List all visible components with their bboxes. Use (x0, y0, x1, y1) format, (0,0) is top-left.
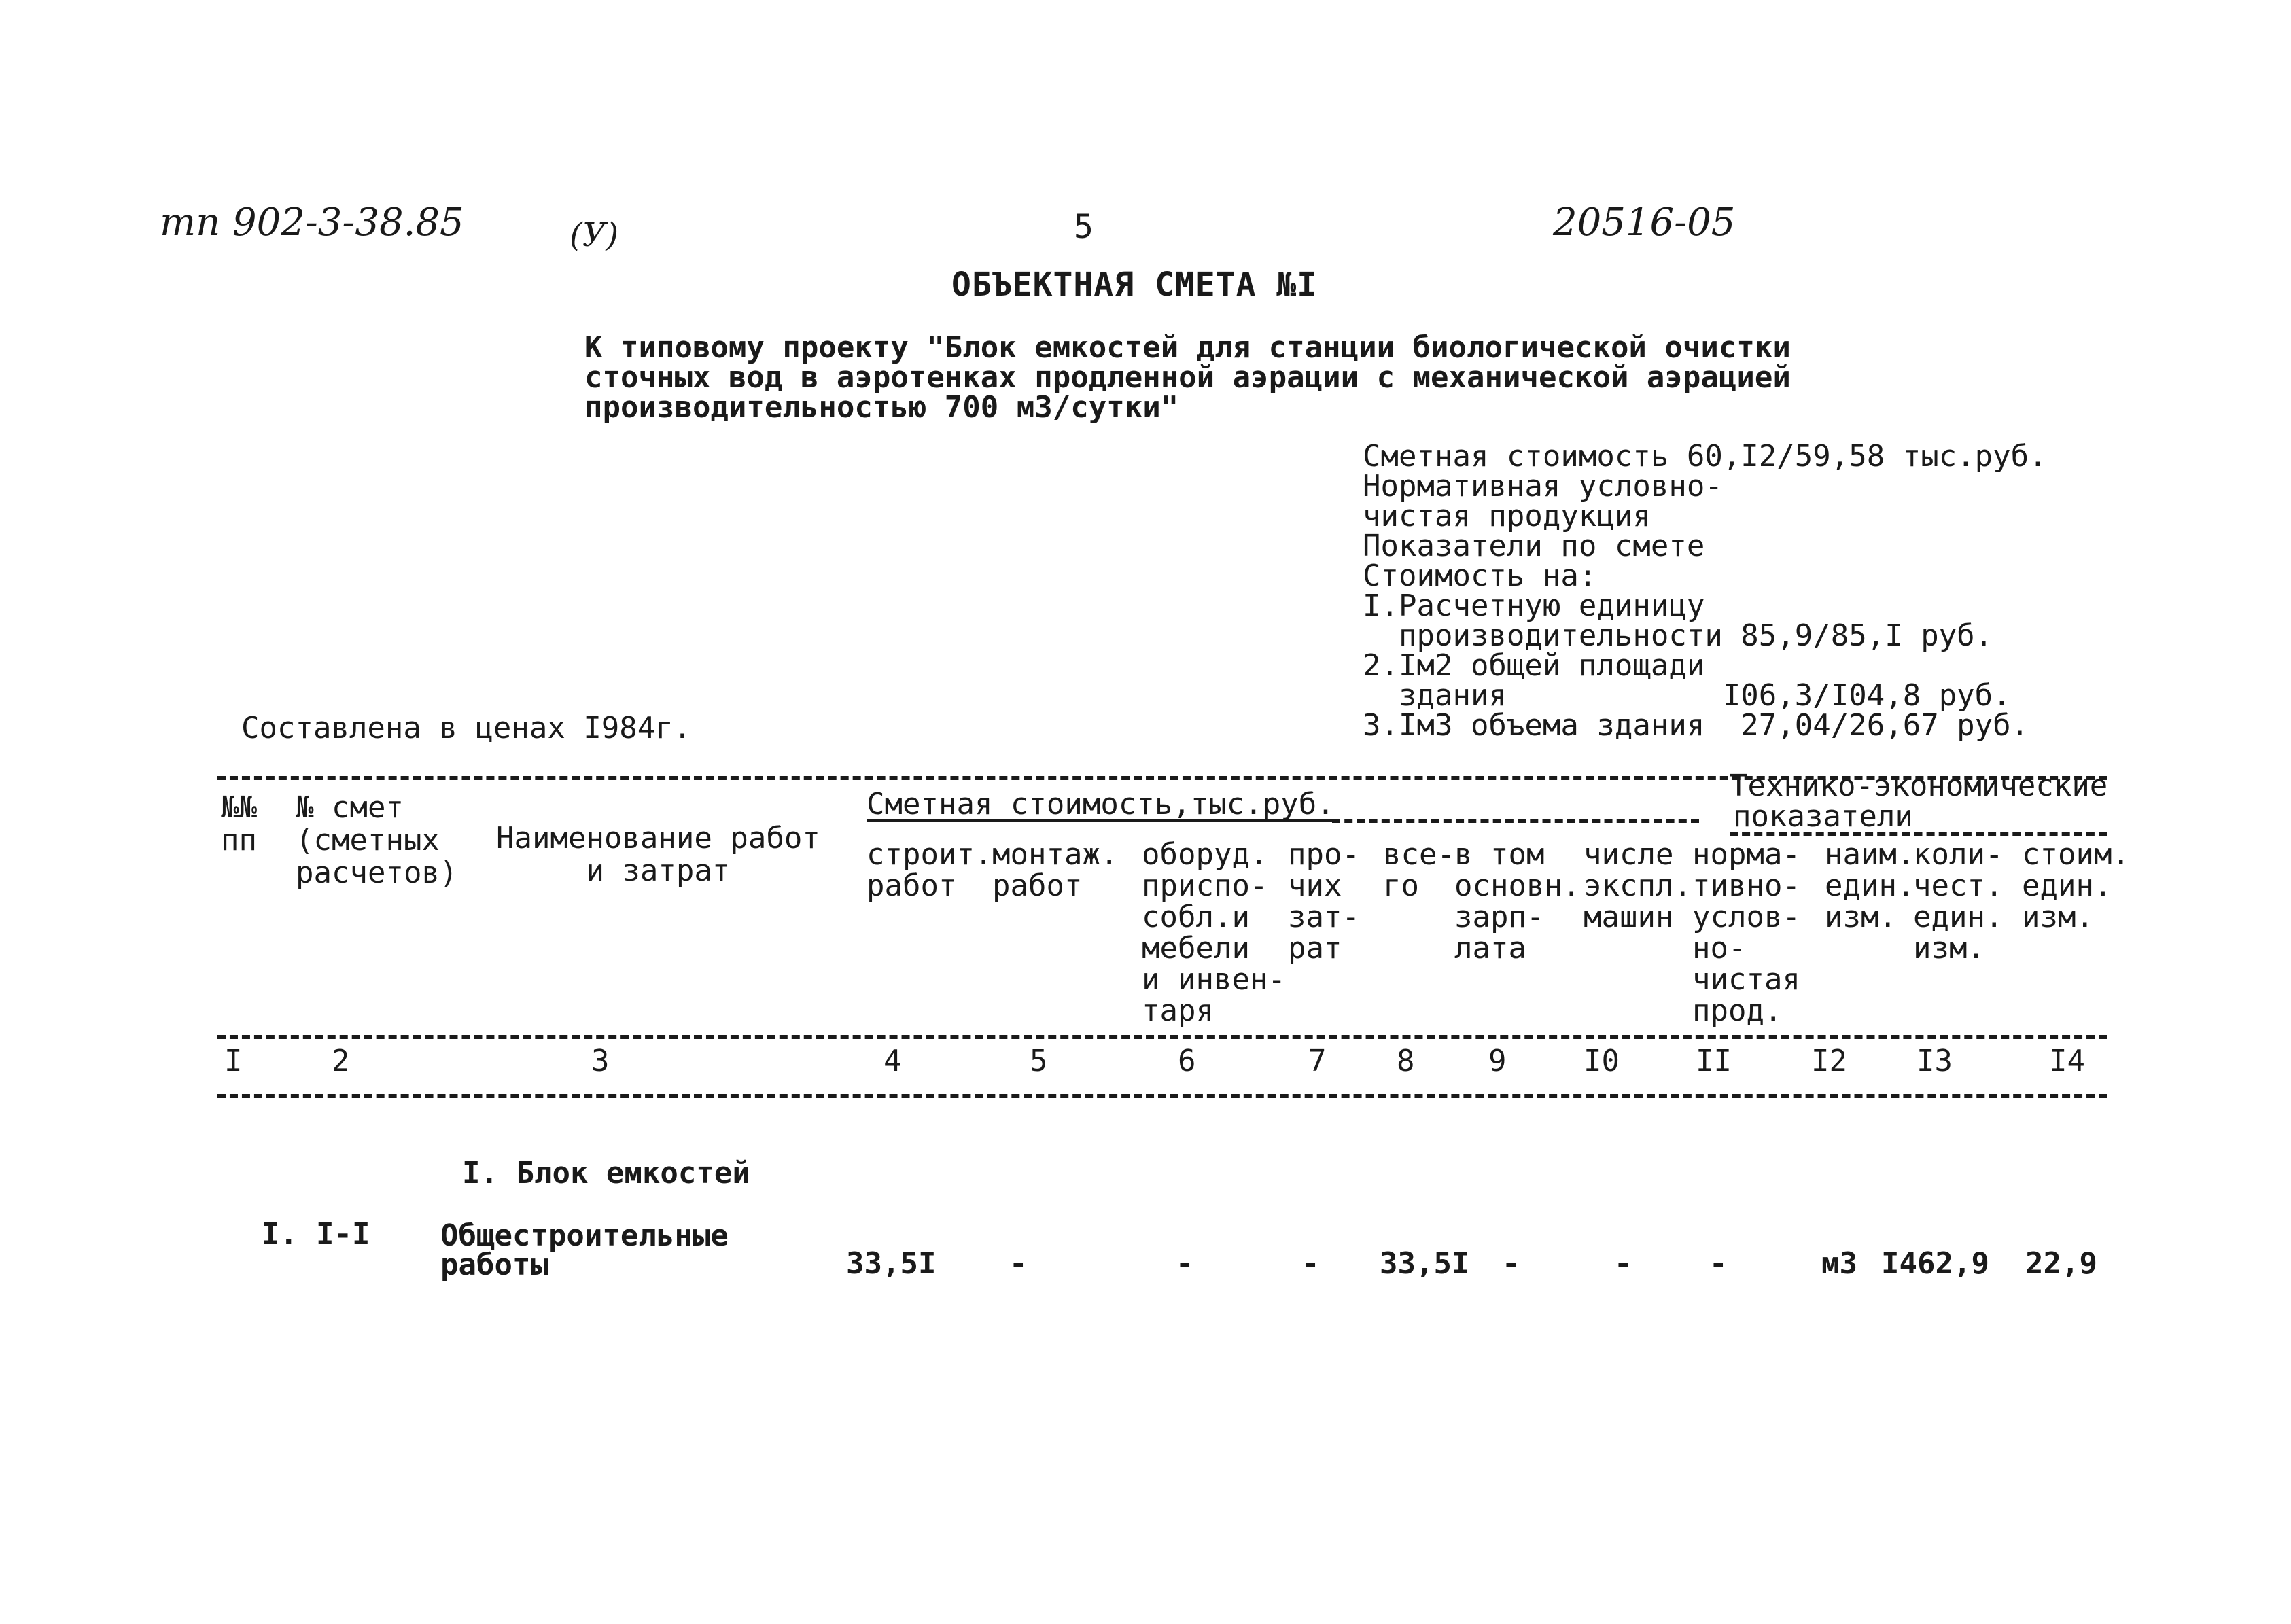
column-number: 4 (884, 1044, 902, 1078)
cost-group-rule (1332, 819, 1699, 823)
tech-group-header-2: показатели (1733, 799, 1913, 834)
subtitle-line: К типовому проекту "Блок емкостей для станции биологической очистки (584, 330, 1791, 365)
subtitle (584, 330, 1791, 425)
row-nup: - (1709, 1246, 1728, 1281)
header-bottom-rule (217, 1035, 2107, 1039)
row-name-line1: Общестроительные (440, 1218, 729, 1253)
col-header-num: №№ пп (221, 790, 257, 858)
column-number: I (224, 1044, 243, 1078)
row-unit-cost: 22,9 (2025, 1246, 2097, 1281)
section-title: I. Блок емкостей (462, 1156, 750, 1190)
column-number: II (1696, 1044, 1732, 1078)
col-header-estimate: № смет (сметных расчетов) (296, 790, 458, 890)
summary-line: Показатели по смете (1363, 529, 1705, 563)
tech-group-header: Технико-экономические (1730, 769, 2108, 803)
row-quantity: I462,9 (1881, 1246, 1989, 1281)
row-total: 33,5I (1380, 1246, 1470, 1281)
prices-note: Составлена в ценах I984г. (241, 711, 692, 745)
column-number: 7 (1308, 1044, 1327, 1078)
summary-block (1363, 439, 2047, 743)
row-estimate: I-I (316, 1217, 370, 1252)
col-header-other: про- чих зат- рат (1288, 837, 1360, 966)
doc-number: 20516-05 (1553, 200, 1736, 245)
project-code: тп 902-3-38.85 (160, 200, 464, 245)
summary-line: производительности 85,9/85,I руб. (1363, 618, 1993, 653)
row-name-line2: работы (440, 1248, 548, 1282)
row-installation: - (1009, 1246, 1028, 1281)
col-header-nup: норма- тивно- услов- но- чистая прод. (1692, 837, 1800, 1028)
row-machines: - (1614, 1246, 1632, 1281)
cost-group-header: Сметная стоимость,тыс.руб. (867, 787, 1335, 822)
row-construction: 33,5I (846, 1246, 937, 1281)
col-header-machines: числе экспл. машин (1584, 837, 1692, 934)
row-wages: - (1502, 1246, 1520, 1281)
summary-line: 3.Iм3 объема здания 27,04/26,67 руб. (1363, 708, 2029, 743)
column-number: 6 (1178, 1044, 1196, 1078)
row-unit: м3 (1821, 1246, 1857, 1281)
numbers-bottom-rule (217, 1094, 2107, 1098)
column-number: I2 (1811, 1044, 1847, 1078)
column-number: 5 (1030, 1044, 1048, 1078)
summary-line: Стоимость на: (1363, 559, 1597, 593)
page-number: 5 (1074, 208, 1094, 246)
page-title: ОБЪЕКТНАЯ СМЕТА №I (951, 266, 1318, 304)
col-header-unit: наим. един. изм. (1825, 837, 1915, 934)
summary-line: 2.Iм2 общей площади (1363, 648, 1705, 683)
column-number: 2 (332, 1044, 350, 1078)
row-num: I. (262, 1217, 298, 1252)
summary-line: чистая продукция (1363, 499, 1651, 533)
subtitle-line: производительностью 700 м3/сутки" (584, 390, 1179, 425)
column-number: I3 (1917, 1044, 1953, 1078)
col-header-name: Наименование работ и затрат (496, 821, 820, 888)
subtitle-line: сточных вод в аэротенках продленной аэрации с механической аэрацией (584, 360, 1791, 395)
row-other: - (1301, 1246, 1320, 1281)
col-header-equipment: оборуд. приспо- собл.и мебели и инвен- таря (1142, 837, 1286, 1028)
col-header-installation: монтаж. работ (992, 837, 1119, 903)
col-header-total: все- го (1383, 837, 1455, 903)
col-header-construction: строит. работ (867, 837, 993, 903)
col-header-wages: в том основн. зарп- лата (1454, 837, 1581, 966)
column-number: 9 (1488, 1044, 1507, 1078)
column-number: I0 (1584, 1044, 1620, 1078)
summary-line: Сметная стоимость 60,I2/59,58 тыс.руб. (1363, 439, 2047, 474)
column-number: 3 (591, 1044, 610, 1078)
summary-line: здания I06,3/I04,8 руб. (1363, 678, 2011, 713)
row-equipment: - (1176, 1246, 1194, 1281)
col-header-quantity: коли- чест. един. изм. (1913, 837, 2004, 966)
summary-line: Нормативная условно- (1363, 469, 1723, 504)
mark: (У) (570, 216, 619, 254)
column-number: I4 (2049, 1044, 2085, 1078)
summary-line: I.Расчетную единицу (1363, 588, 1705, 623)
col-header-unit-cost: стоим. един. изм. (2022, 837, 2130, 934)
column-number: 8 (1397, 1044, 1415, 1078)
